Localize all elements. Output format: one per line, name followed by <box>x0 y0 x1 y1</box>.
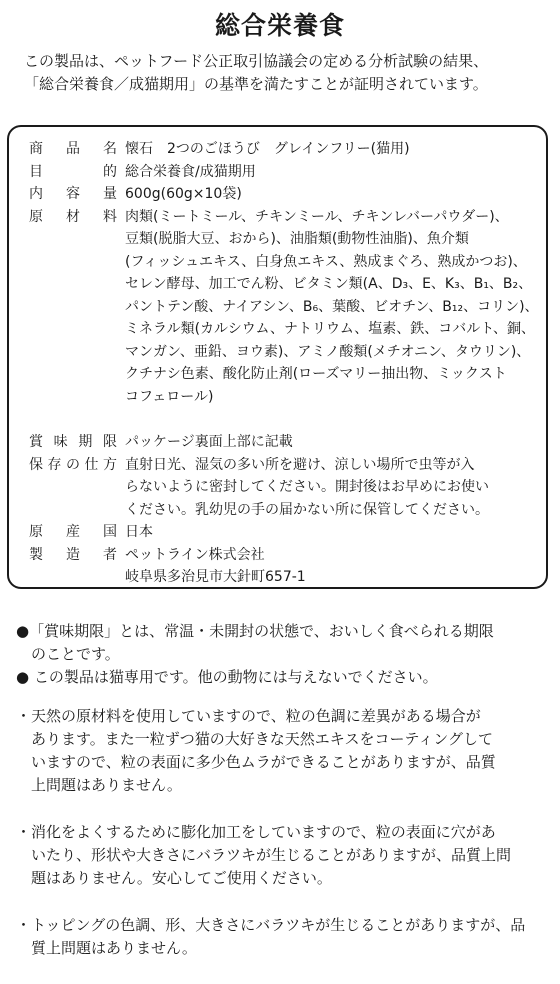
intro-line: この製品は、ペットフード公正取引協議会の定める分析試験の結果、 <box>24 52 489 70</box>
info-value-line: クチナシ色素、酸化防止剤(ローズマリー抽出物、ミックスト <box>125 366 507 382</box>
note-puff <box>16 821 546 890</box>
info-value-line: セレン酵母、加工でん粉、ビタミン類(A、D₃、E、K₃、B₁、B₂、 <box>125 276 533 292</box>
note-line: 上問題はありません。 <box>16 776 182 794</box>
info-value-line: コフェロール) <box>125 388 214 405</box>
info-value <box>125 544 545 589</box>
info-value-line: 直射日光、湿気の多い所を避け、涼しい場所で虫等が入 <box>125 456 475 473</box>
intro-text <box>24 50 544 96</box>
info-label: 保存の仕方 <box>29 456 117 473</box>
info-value-line: 岐阜県多治見市大針町657-1 <box>125 569 306 585</box>
info-value-line: ください。乳幼児の手の届かない所に保管してください。 <box>125 501 489 518</box>
info-value-line: ミネラル類(カルシウム、ナトリウム、塩素、鉄、コバルト、銅、 <box>125 321 535 337</box>
info-value-line: (フィッシュエキス、白身魚エキス、熟成まぐろ、熟成かつお)、 <box>125 253 527 270</box>
info-value-line: 豆類(脱脂大豆、おから)、油脂類(動物性油脂)、魚介類 <box>125 231 469 247</box>
note-line: あります。また一粒ずつ猫の大好きな天然エキスをコーティングして <box>16 730 494 748</box>
note-line: 質上問題はありません。 <box>16 939 197 957</box>
info-label: 商品名 <box>29 141 117 157</box>
product-info-box <box>7 125 548 589</box>
info-value-line: 肉類(ミートミール、チキンミール、チキンレバーパウダー)、 <box>125 208 509 225</box>
info-value <box>125 521 545 544</box>
info-label: 賞味期限 <box>29 434 117 450</box>
note-line: ・トッピングの色調、形、大きさにバラツキが生じることがありますが、品 <box>16 916 526 934</box>
info-value-line: らないように密封してください。開封後はお早めにお使い <box>125 479 489 495</box>
info-label: 目的 <box>29 163 117 180</box>
info-value <box>125 431 545 454</box>
note-topping <box>16 914 546 960</box>
note-line: 題はありません。安心してご使用ください。 <box>16 869 332 887</box>
info-value-line: 600g(60g×10袋) <box>125 186 242 202</box>
note-line: いたり、形状や大きさにバラツキが生じることがありますが、品質上問 <box>16 846 512 864</box>
info-value <box>125 183 545 206</box>
info-label: 原産国 <box>29 524 117 540</box>
note-color <box>16 705 546 797</box>
info-value-line: パントテン酸、ナイアシン、B₆、葉酸、ビオチン、B₁₂、コリン)、 <box>125 298 539 315</box>
info-label: 製造者 <box>29 546 117 563</box>
note-line: いますので、粒の表面に多少色ムラができることがありますが、品質 <box>16 753 496 771</box>
notes-section <box>16 620 546 960</box>
info-value <box>125 206 545 409</box>
note-line: ● この製品は猫専用です。他の動物には与えないでください。 <box>16 668 438 686</box>
info-value <box>125 454 545 522</box>
info-value-line: 懐石 2つのごほうび グレインフリー(猫用) <box>125 141 410 157</box>
note-line: のことです。 <box>16 645 120 663</box>
info-value <box>125 138 545 161</box>
note-line: ・消化をよくするために膨化加工をしていますので、粒の表面に穴があ <box>16 823 496 841</box>
note-expiry <box>16 620 546 666</box>
note-line: ・天然の原材料を使用していますので、粒の色調に差異がある場合が <box>16 707 481 725</box>
info-label: 原材料 <box>29 208 117 225</box>
info-value-line: パッケージ裏面上部に記載 <box>125 434 293 450</box>
info-value-line: ペットライン株式会社 <box>125 546 265 563</box>
note-line: ●「賞味期限」とは、常温・未開封の状態で、おいしく食べられる期限 <box>16 622 494 640</box>
info-value-line: 総合栄養食/成猫期用 <box>125 163 256 180</box>
note-cat-only <box>16 666 546 689</box>
info-label: 内容量 <box>29 186 117 202</box>
intro-line: 「総合栄養食／成猫期用」の基準を満たすことが証明されています。 <box>24 75 488 93</box>
page-title: 総合栄養食 <box>214 11 345 40</box>
info-value-line: マンガン、亜鉛、ヨウ素)、アミノ酸類(メチオニン、タウリン)、 <box>125 343 531 360</box>
info-value-line: 日本 <box>125 524 153 540</box>
info-value <box>125 161 545 184</box>
